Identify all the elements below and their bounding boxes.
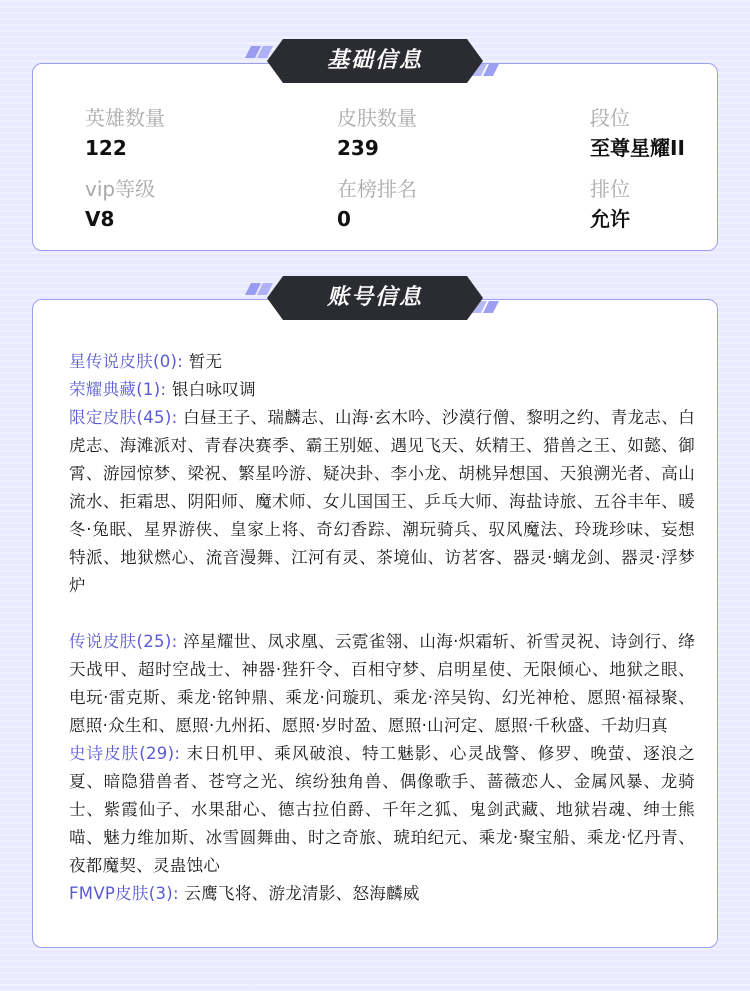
account-info-panel (32, 299, 718, 948)
category-items: 淬星耀世、凤求凰、云霓雀翎、山海·炽霜斩、祈雪灵祝、诗剑行、绛天战甲、超时空战士、神器·狴犴令、百相守梦、启明星使、无限倾心、地狱之眼、电玩·雷克斯、乘龙·铭钟鼎、乘龙·问璇玑、乘龙·淬吴钩、幻光神枪、愿照·福禄聚、愿照·众生和、愿照·九州拓、愿照·岁时盈、愿照·山河定、愿照·千秋盛、千劫归真 (69, 632, 695, 735)
category-items: 白昼王子、瑞麟志、山海·玄木吟、沙漠行僧、黎明之约、青龙志、白虎志、海滩派对、青春决赛季、霸王别姬、遇见飞天、妖精王、猎兽之王、如懿、御霄、游园惊梦、梁祝、繁星吟游、疑决卦、李小龙、胡桃异想国、天狼溯光者、高山流水、拒霜思、阴阳师、魔术师、女儿国国王、乒乓大师、海盐诗旅、五谷丰年、暖冬·兔眠、星界游侠、皇家上将、奇幻香踪、潮玩骑兵、驭风魔法、玲珑珍味、妄想特派、地狱燃心、流音漫舞、江河有灵、茶境仙、访茗客、器灵·螭龙剑、器灵·浮梦炉 (69, 408, 695, 595)
category-items: 暂无 (188, 352, 223, 371)
stat-value: 0 (337, 207, 351, 231)
account-info-banner (245, 273, 505, 323)
category-label: 史诗皮肤(29): (69, 744, 181, 763)
skin-category-limited (69, 404, 695, 600)
stat-vip-level (85, 175, 155, 233)
stat-value: 至尊星耀II (590, 136, 685, 160)
stat-ranked-allowed (590, 175, 630, 233)
stat-label: 排位 (590, 177, 630, 201)
stat-value: 239 (337, 136, 379, 160)
skin-category-glory-collection (69, 376, 695, 404)
stat-value: 122 (85, 136, 127, 160)
skin-category-fmvp (69, 880, 695, 908)
stat-rank-tier (590, 104, 685, 162)
stat-label: 段位 (590, 106, 630, 130)
skin-list (69, 348, 695, 908)
stat-skin-count (337, 104, 417, 162)
category-label: 星传说皮肤(0): (69, 352, 184, 371)
basic-info-panel (32, 63, 718, 251)
skin-category-star-legend (69, 348, 695, 376)
stat-label: 皮肤数量 (337, 106, 417, 130)
stat-leaderboard-rank (337, 175, 417, 233)
section-title: 基础信息 (326, 48, 423, 73)
stat-label: vip等级 (85, 177, 156, 201)
section-spacer (69, 600, 695, 628)
stat-label: 英雄数量 (85, 106, 165, 130)
stat-label: 在榜排名 (337, 177, 417, 201)
stat-value: V8 (85, 207, 115, 231)
skin-category-legend (69, 628, 695, 740)
section-title: 账号信息 (326, 285, 423, 310)
category-label: 限定皮肤(45): (69, 408, 178, 427)
category-label: 荣耀典藏(1): (69, 380, 167, 399)
basic-info-banner (245, 36, 505, 86)
skin-category-epic (69, 740, 695, 880)
category-label: 传说皮肤(25): (69, 632, 178, 651)
stat-hero-count (85, 104, 165, 162)
category-label: FMVP皮肤(3): (69, 884, 179, 903)
category-items: 银白咏叹调 (171, 380, 256, 399)
category-items: 云鹰飞将、游龙清影、怒海麟威 (184, 884, 420, 903)
stat-value: 允许 (590, 207, 630, 231)
category-items: 末日机甲、乘风破浪、特工魅影、心灵战警、修罗、晚萤、逐浪之夏、暗隐猎兽者、苍穹之光、缤纷独角兽、偶像歌手、蔷薇恋人、金属风暴、龙骑士、紫霞仙子、水果甜心、德古拉伯爵、千年之狐、鬼剑武藏、地狱岩魂、绅士熊喵、魅力维加斯、冰雪圆舞曲、时之奇旅、琥珀纪元、乘龙·聚宝船、乘龙·忆丹青、夜都魔契、灵蛊蚀心 (69, 744, 696, 875)
